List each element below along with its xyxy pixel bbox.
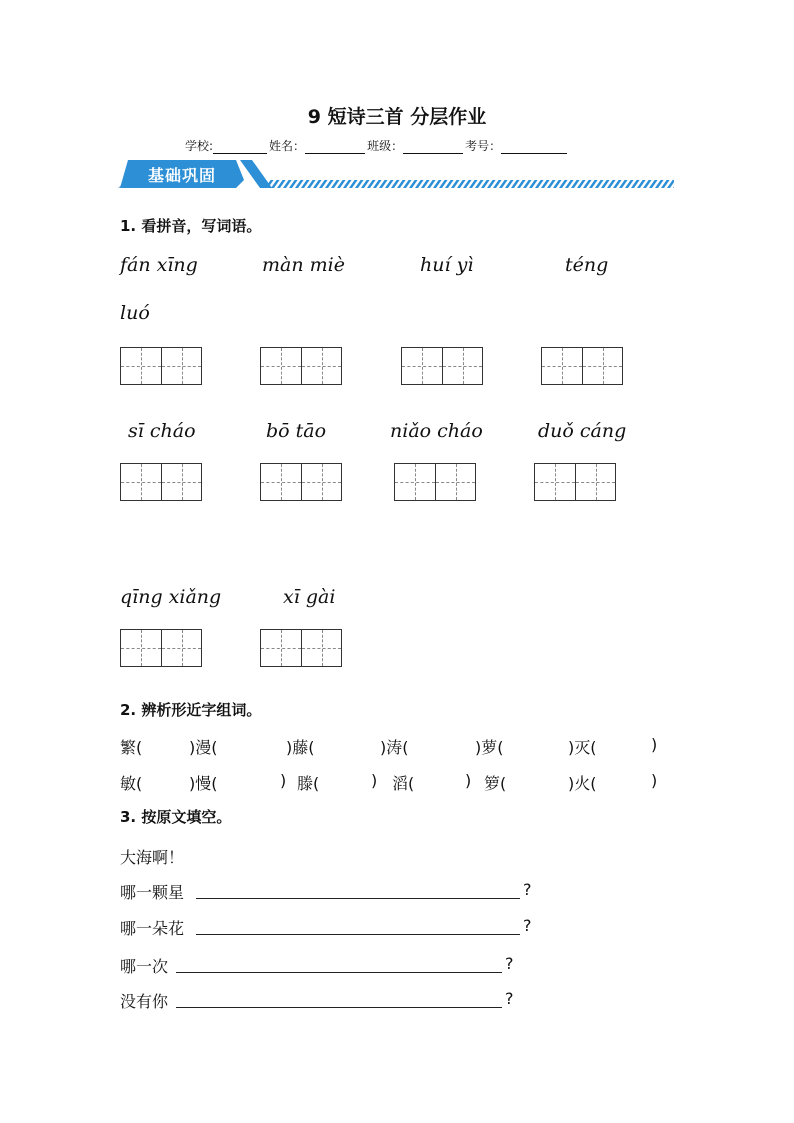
pinyin-fan-xing: fán xīng bbox=[120, 254, 198, 276]
fill-prefix: 没有你 bbox=[120, 992, 169, 1011]
fill-suffix: ? bbox=[505, 989, 514, 1008]
exam-no-label: 考号： bbox=[465, 139, 502, 153]
writing-grid[interactable] bbox=[120, 463, 202, 501]
word-pair-huo: )火( bbox=[568, 774, 597, 793]
word-pair-man2: )慢( bbox=[189, 774, 218, 793]
answer-line[interactable] bbox=[196, 933, 520, 935]
word-pair-close: ) bbox=[651, 735, 658, 754]
school-label: 学校: bbox=[185, 139, 214, 153]
word-pair-close: ) bbox=[651, 771, 658, 790]
word-pair-teng2: 滕( bbox=[297, 774, 320, 793]
writing-grid[interactable] bbox=[260, 629, 342, 667]
class-field[interactable] bbox=[403, 141, 463, 154]
answer-line[interactable] bbox=[196, 897, 520, 899]
word-pair-tao: )涛( bbox=[380, 738, 409, 757]
fill-prefix: 哪一朵花 bbox=[120, 919, 185, 938]
question-1-title: 1. 看拼音，写词语。 bbox=[120, 217, 262, 235]
pinyin-teng: téng bbox=[565, 254, 609, 276]
pinyin-qing-xiang: qīng xiǎng bbox=[120, 586, 222, 608]
fill-suffix: ? bbox=[523, 880, 532, 899]
writing-grid[interactable] bbox=[394, 463, 476, 501]
question-2-title: 2. 辨析形近字组词。 bbox=[120, 701, 262, 719]
fill-suffix: ? bbox=[523, 916, 532, 935]
name-field[interactable] bbox=[305, 141, 365, 154]
pinyin-duo-cang: duǒ cáng bbox=[538, 420, 627, 442]
pinyin-luo: luó bbox=[120, 302, 150, 324]
word-pair-min: 敏( bbox=[120, 774, 143, 793]
pinyin-xi-gai: xī gài bbox=[283, 586, 336, 608]
word-pair-tao2: 滔( bbox=[392, 774, 415, 793]
word-pair-close: ) bbox=[465, 771, 472, 790]
word-pair-man: )漫( bbox=[189, 738, 218, 757]
writing-grid[interactable] bbox=[120, 347, 202, 385]
fill-prefix: 哪一颗星 bbox=[120, 883, 185, 902]
writing-grid[interactable] bbox=[120, 629, 202, 667]
word-pair-mie: )灭( bbox=[568, 738, 597, 757]
word-pair-close: ) bbox=[280, 771, 287, 790]
writing-grid[interactable] bbox=[260, 347, 342, 385]
poem-line-intro: 大海啊！ bbox=[120, 848, 185, 867]
student-info-line bbox=[185, 137, 569, 154]
word-pair-fan: 繁( bbox=[120, 738, 143, 757]
writing-grid[interactable] bbox=[260, 463, 342, 501]
name-label: 姓名： bbox=[269, 139, 306, 153]
fill-suffix: ? bbox=[505, 954, 514, 973]
question-3-title: 3. 按原文填空。 bbox=[120, 808, 232, 826]
school-field[interactable] bbox=[213, 141, 267, 154]
exam-no-field[interactable] bbox=[501, 141, 567, 154]
class-label: 班级： bbox=[367, 139, 404, 153]
word-pair-teng: )藤( bbox=[286, 738, 315, 757]
writing-grid[interactable] bbox=[401, 347, 483, 385]
answer-line[interactable] bbox=[176, 971, 502, 973]
word-pair-close: ) bbox=[371, 771, 378, 790]
page-title: 9 短诗三首 分层作业 bbox=[307, 106, 487, 128]
banner-label: 基础巩固 bbox=[147, 166, 216, 185]
word-pair-luo: )萝( bbox=[475, 738, 504, 757]
pinyin-hui-yi: huí yì bbox=[420, 254, 474, 276]
fill-prefix: 哪一次 bbox=[120, 957, 169, 976]
pinyin-niao-chao: niǎo cháo bbox=[390, 420, 483, 442]
pinyin-bo-tao: bō tāo bbox=[266, 420, 327, 442]
writing-grid[interactable] bbox=[534, 463, 616, 501]
word-pair-luo2: 箩( bbox=[484, 774, 507, 793]
pinyin-man-mie: màn miè bbox=[262, 254, 345, 276]
pinyin-si-chao: sī cháo bbox=[128, 420, 196, 442]
writing-grid[interactable] bbox=[541, 347, 623, 385]
section-banner bbox=[118, 158, 678, 192]
answer-line[interactable] bbox=[176, 1006, 502, 1008]
